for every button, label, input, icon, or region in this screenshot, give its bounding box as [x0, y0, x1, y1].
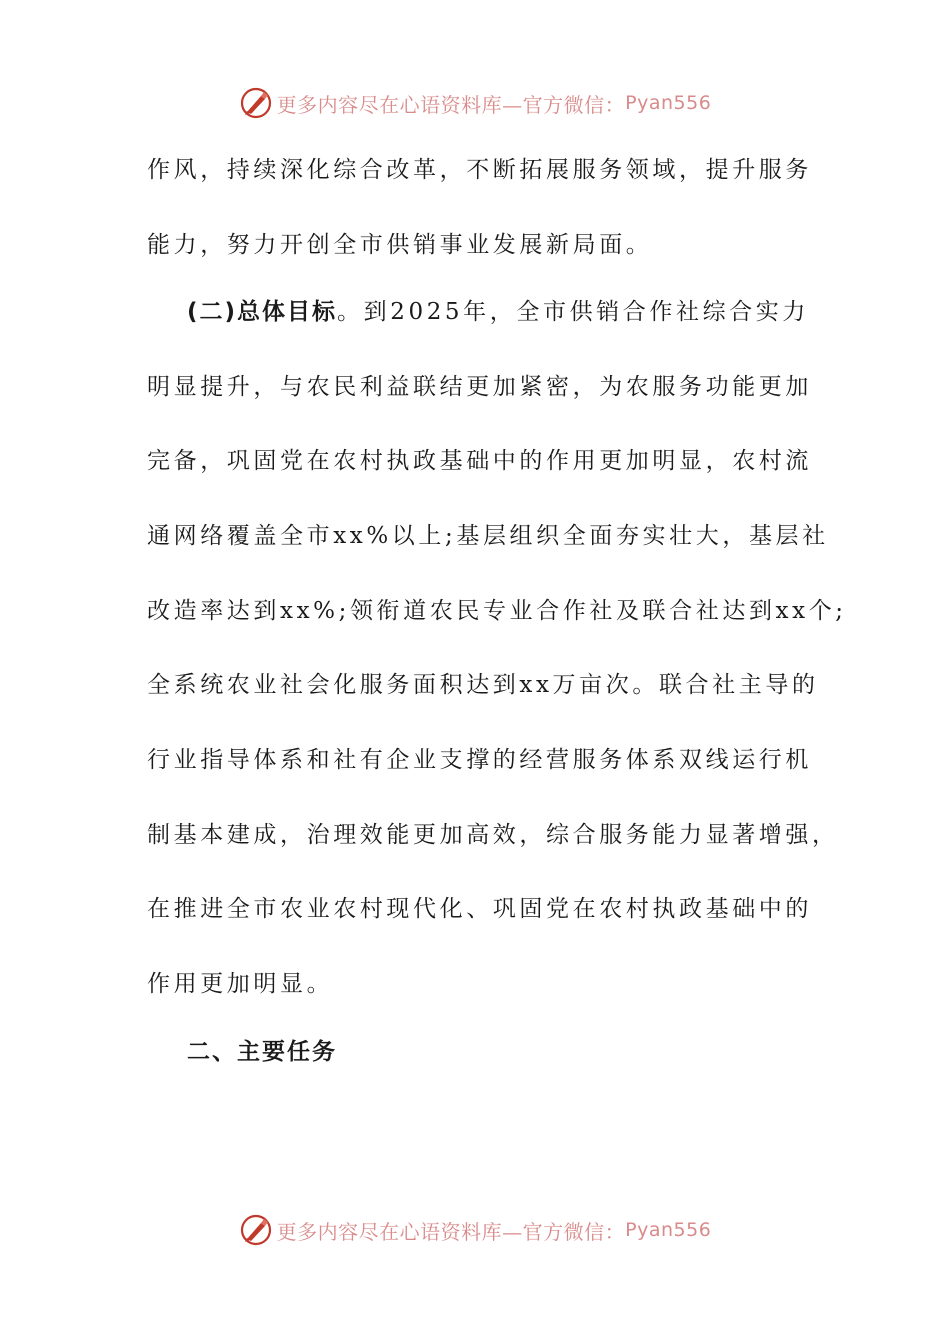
paragraph-line: 完备，巩固党在农村执政基础中的作用更加明显，农村流: [147, 448, 812, 474]
paragraph-first-line: [187, 297, 809, 327]
subsection-heading: (二)总体目标: [187, 299, 338, 325]
paragraph-line: 全系统农业社会化服务面积达到xx万亩次。联合社主导的: [147, 672, 819, 698]
paragraph-line: 作用更加明显。: [147, 971, 334, 997]
paragraph-text: 。到2025年，全市供销合作社综合实力: [337, 299, 809, 325]
section-heading: 二、主要任务: [187, 1039, 337, 1065]
paragraph-line: 作风，持续深化综合改革，不断拓展服务领域，提升服务: [147, 157, 812, 183]
paragraph-line: 在推进全市农业农村现代化、巩固党在农村执政基础中的: [147, 896, 812, 922]
paragraph-line: 明显提升，与农民利益联结更加紧密，为农服务功能更加: [147, 374, 812, 400]
pen-logo-icon: [239, 86, 273, 120]
watermark-wechat-id: Pyan556: [625, 1219, 712, 1241]
watermark-header: [0, 86, 950, 120]
pen-logo-icon: [239, 1213, 273, 1247]
paragraph-line: 能力，努力开创全市供销事业发展新局面。: [147, 232, 653, 258]
paragraph-line: 行业指导体系和社有企业支撑的经营服务体系双线运行机: [147, 747, 812, 773]
paragraph-line: 制基本建成，治理效能更加高效，综合服务能力显著增强，: [147, 822, 839, 848]
paragraph-line: 改造率达到xx%;领衔道农民专业合作社及联合社达到xx个;: [147, 598, 847, 624]
watermark-text: 更多内容尽在心语资料库—官方微信：: [276, 1219, 626, 1244]
watermark-text: 更多内容尽在心语资料库—官方微信：: [276, 92, 626, 117]
paragraph-line: 通网络覆盖全市xx%以上;基层组织全面夯实壮大，基层社: [147, 523, 829, 549]
watermark-wechat-id: Pyan556: [625, 92, 712, 114]
watermark-footer: [0, 1213, 950, 1247]
